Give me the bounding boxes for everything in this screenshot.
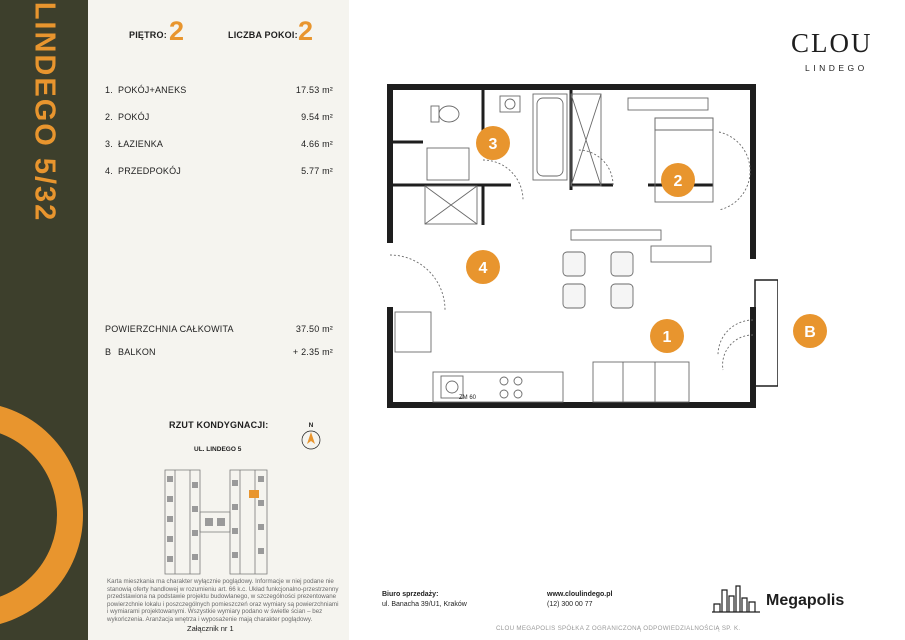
attachment-label: Załącznik nr 1 [187, 624, 234, 633]
website-link[interactable]: www.cloulindego.pl [547, 591, 613, 598]
room-markers [466, 126, 778, 353]
key-plan-map [155, 462, 275, 582]
rooms-label: LICZBA POKOI: [228, 30, 298, 40]
room-marker-label: 4 [478, 260, 488, 277]
brand-logo-sub: LINDEGO [805, 63, 868, 73]
room-marker-label: 2 [673, 173, 683, 190]
room-num: 4. [105, 166, 113, 176]
room-marker-label: 1 [662, 329, 672, 346]
room-num: 2. [105, 112, 113, 122]
room-name: ŁAZIENKA [118, 139, 164, 149]
room-area: 17.53 m² [295, 85, 333, 95]
contact-info [547, 590, 612, 610]
key-plan-title: RZUT KONDYGNACJI: [169, 420, 269, 430]
apartment-title: LINDEGO 5/32 [28, 1, 61, 223]
total-area-value: 37.50 m² [295, 324, 333, 334]
total-area-label: POWIERZCHNIA CAŁKOWITA [105, 324, 234, 334]
key-plan-street: UL. LINDEGO 5 [194, 446, 242, 453]
room-num: 1. [105, 85, 113, 95]
brand-logo: CLOU [791, 28, 873, 58]
balcony-code: B [105, 347, 112, 357]
room-area: 5.77 m² [301, 166, 333, 176]
developer-logo: Megapolis [766, 592, 845, 609]
compass-label: N [308, 422, 314, 429]
skyline-icon [712, 584, 760, 614]
room-name: POKÓJ+ANEKS [118, 85, 187, 95]
compass-icon [298, 420, 324, 456]
room-name: PRZEDPOKÓJ [118, 166, 182, 176]
svg-text:B: B [804, 324, 816, 341]
room-marker-label: 3 [488, 136, 498, 153]
room-area: 4.66 m² [301, 139, 333, 149]
rooms-value: 2 [298, 16, 314, 46]
room-name: POKÓJ [118, 112, 150, 122]
company-name: CLOU MEGAPOLIS SPÓŁKA Z OGRANICZONĄ ODPOWIEDZIALNOŚCIĄ SP. K. [496, 625, 741, 632]
disclaimer: Karta mieszkania ma charakter wyłącznie poglądowy. Informacje w niej podane nie stanowią oferty handlowej w rozumieniu art. 66 k.c. Układ funkcjonalno-przestrzenny przedstawiona na podstawie projektu budowlanego, w szczególności prezentowane powierzchnie lokalu i poszczególnych pomieszczeń oraz wymiary są powierzchniami i wymiarami projektowanymi. Wszystkie wymiary podano w świetle ścian – bez wykończenia. Aranżacja wnętrza i wyposażenie mają charakter poglądowy. [107, 578, 339, 623]
balcony-marker [792, 313, 828, 349]
balcony-label: BALKON [118, 347, 156, 357]
room-num: 3. [105, 139, 113, 149]
floor-label: PIĘTRO: [129, 30, 167, 40]
balcony-value: + 2.35 m² [292, 347, 333, 357]
decorative-arc [0, 0, 88, 640]
sales-office: Biuro sprzedaży: ul. Banacha 39/U1, Kraków [382, 591, 467, 608]
room-area: 9.54 m² [301, 112, 333, 122]
side-strip [0, 0, 88, 640]
floor-plan [383, 80, 778, 410]
appliance-label: ZM 60 [459, 395, 477, 401]
phone-number[interactable]: (12) 300 00 77 [547, 601, 593, 608]
floor-value: 2 [169, 16, 185, 46]
